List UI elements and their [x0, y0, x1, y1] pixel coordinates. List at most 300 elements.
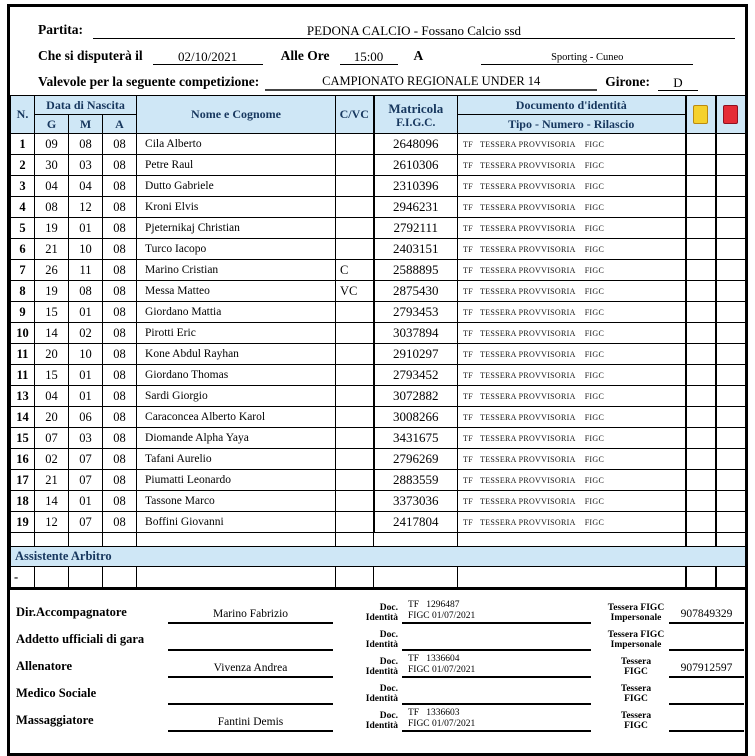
dob-day: 15 [35, 302, 69, 323]
dob-day: 21 [35, 239, 69, 260]
player-number: 11 [11, 365, 35, 386]
tessera-figc-label: Tessera FIGC Impersonale [607, 630, 665, 650]
player-number: 16 [11, 449, 35, 470]
player-number: 5 [11, 218, 35, 239]
yellow-card-cell [686, 281, 716, 302]
col-header-matricola: Matricola F.I.G.C. [374, 96, 458, 134]
dob-month: 12 [69, 197, 103, 218]
players-tbody [11, 134, 746, 533]
doc-identita-label: Doc. Identità [365, 657, 398, 677]
dob-month: 02 [69, 323, 103, 344]
dob-month: 01 [69, 218, 103, 239]
dob-month: 07 [69, 512, 103, 533]
player-name: Dutto Gabriele [137, 176, 336, 197]
doc-identita-line1 [408, 681, 591, 692]
player-name: Petre Raul [137, 155, 336, 176]
venue-value: Sporting - Cuneo [481, 51, 693, 65]
player-name: Giordano Thomas [137, 365, 336, 386]
dob-day: 26 [35, 260, 69, 281]
official-name-field: Marino Fabrizio [168, 607, 333, 624]
documento-value [458, 449, 686, 470]
dob-month: 08 [69, 281, 103, 302]
player-name: Caraconcea Alberto Karol [137, 407, 336, 428]
table-row [11, 323, 746, 344]
dob-year: 08 [103, 512, 137, 533]
yellow-card-icon [693, 105, 708, 124]
dob-month: 03 [69, 428, 103, 449]
assistente-arbitro-label: Assistente Arbitro [11, 547, 746, 567]
documento-tipo: TF [463, 328, 473, 338]
doc-identita-line2: FIGC 01/07/2021 [408, 665, 476, 675]
matricola-value: 2792111 [374, 218, 458, 239]
competition-value: CAMPIONATO REGIONALE UNDER 14 [265, 74, 597, 91]
documento-rilascio: FIGC [584, 391, 605, 401]
col-header-cvc: C/VC [336, 96, 374, 134]
red-card-cell [716, 155, 746, 176]
player-name: Sardi Giorgio [137, 386, 336, 407]
documento-numero: TESSERA PROVVISORIA [479, 265, 576, 275]
empty-row [11, 533, 746, 547]
official-row [16, 598, 745, 624]
table-row [11, 155, 746, 176]
captain-flag [336, 491, 374, 512]
documento-value [458, 323, 686, 344]
dob-year: 08 [103, 491, 137, 512]
captain-flag [336, 386, 374, 407]
match-header [10, 7, 745, 95]
dob-month: 11 [69, 260, 103, 281]
assistente-band-row [11, 547, 746, 567]
red-card-cell [716, 407, 746, 428]
documento-numero: TESSERA PROVVISORIA [479, 496, 576, 506]
table-row [11, 302, 746, 323]
yellow-card-cell [686, 323, 716, 344]
player-number: 6 [11, 239, 35, 260]
tessera-figc-field [669, 635, 744, 651]
doc-identita-line2 [408, 692, 591, 703]
documento-rilascio: FIGC [584, 160, 605, 170]
captain-flag [336, 134, 374, 155]
doc-identita-field [402, 627, 591, 651]
doc-identita-label: Doc. Identità [365, 711, 398, 731]
red-card-cell [716, 218, 746, 239]
player-number: 7 [11, 260, 35, 281]
table-row [11, 176, 746, 197]
documento-numero: TESSERA PROVVISORIA [479, 244, 576, 254]
table-row [11, 344, 746, 365]
red-card-cell [716, 323, 746, 344]
player-number: 10 [11, 323, 35, 344]
official-role-label: Medico Sociale [16, 686, 97, 700]
yellow-card-cell [686, 470, 716, 491]
documento-tipo: TF [463, 244, 473, 254]
documento-value [458, 344, 686, 365]
dob-month: 10 [69, 239, 103, 260]
tessera-figc-label: Tessera FIGC [620, 711, 652, 731]
captain-flag [336, 344, 374, 365]
matricola-value: 2417804 [374, 512, 458, 533]
official-role-label: Addetto ufficiali di gara [16, 632, 145, 646]
documento-value [458, 512, 686, 533]
tessera-figc-field: 907849329 [669, 608, 744, 624]
yellow-card-cell [686, 407, 716, 428]
player-number: 18 [11, 491, 35, 512]
yellow-card-cell [686, 239, 716, 260]
red-card-cell [716, 491, 746, 512]
competition-label: Valevole per la seguente competizione: [38, 74, 260, 89]
documento-rilascio: FIGC [584, 265, 605, 275]
documento-rilascio: FIGC [584, 475, 605, 485]
date-value: 02/10/2021 [153, 49, 263, 65]
red-card-cell [716, 302, 746, 323]
dob-year: 08 [103, 428, 137, 449]
documento-rilascio: FIGC [584, 328, 605, 338]
dob-year: 08 [103, 470, 137, 491]
matricola-value: 2883559 [374, 470, 458, 491]
documento-tipo: TF [463, 139, 473, 149]
official-role-label: Dir.Accompagnatore [16, 605, 127, 619]
captain-flag [336, 365, 374, 386]
captain-flag [336, 218, 374, 239]
documento-numero: TESSERA PROVVISORIA [479, 433, 576, 443]
table-header [11, 96, 746, 134]
player-name: Tafani Aurelio [137, 449, 336, 470]
yellow-card-cell [686, 218, 716, 239]
dob-month: 10 [69, 344, 103, 365]
dob-day: 19 [35, 281, 69, 302]
official-role-label: Allenatore [16, 659, 73, 673]
player-name: Diomande Alpha Yaya [137, 428, 336, 449]
dob-day: 04 [35, 386, 69, 407]
documento-numero: TESSERA PROVVISORIA [479, 328, 576, 338]
player-name: Marino Cristian [137, 260, 336, 281]
doc-identita-line1: TF 1336604 [408, 654, 460, 664]
documento-rilascio: FIGC [584, 454, 605, 464]
time-value: 15:00 [340, 49, 398, 65]
captain-flag [336, 512, 374, 533]
matricola-value: 2796269 [374, 449, 458, 470]
red-card-cell [716, 197, 746, 218]
player-number: 14 [11, 407, 35, 428]
matricola-value: 2910297 [374, 344, 458, 365]
matricola-value: 2875430 [374, 281, 458, 302]
documento-rilascio: FIGC [584, 244, 605, 254]
player-number: 3 [11, 176, 35, 197]
player-name: Giordano Mattia [137, 302, 336, 323]
yellow-card-cell [686, 365, 716, 386]
documento-value [458, 302, 686, 323]
documento-value [458, 134, 686, 155]
matricola-value: 2403151 [374, 239, 458, 260]
dob-year: 08 [103, 197, 137, 218]
documento-rilascio: FIGC [584, 433, 605, 443]
col-header-documento-sub: Tipo - Numero - Rilascio [458, 115, 686, 134]
documento-value [458, 470, 686, 491]
dob-day: 30 [35, 155, 69, 176]
yellow-card-cell [686, 344, 716, 365]
documento-tipo: TF [463, 391, 473, 401]
dob-month: 06 [69, 407, 103, 428]
documento-numero: TESSERA PROVVISORIA [479, 349, 576, 359]
col-header-g: G [35, 115, 69, 134]
girone-value: D [658, 75, 698, 91]
documento-numero: TESSERA PROVVISORIA [479, 307, 576, 317]
red-card-cell [716, 260, 746, 281]
table-row [11, 449, 746, 470]
captain-flag [336, 470, 374, 491]
table-row [11, 239, 746, 260]
documento-rilascio: FIGC [584, 139, 605, 149]
yellow-card-cell [686, 386, 716, 407]
documento-numero: TESSERA PROVVISORIA [479, 202, 576, 212]
documento-numero: TESSERA PROVVISORIA [479, 412, 576, 422]
documento-tipo: TF [463, 370, 473, 380]
yellow-card-cell [686, 155, 716, 176]
documento-tipo: TF [463, 181, 473, 191]
date-label: Che si disputerà il [38, 48, 143, 63]
documento-tipo: TF [463, 454, 473, 464]
red-card-cell [716, 449, 746, 470]
documento-tipo: TF [463, 412, 473, 422]
dob-day: 07 [35, 428, 69, 449]
dob-day: 02 [35, 449, 69, 470]
documento-numero: TESSERA PROVVISORIA [479, 370, 576, 380]
documento-numero: TESSERA PROVVISORIA [479, 181, 576, 191]
captain-flag [336, 239, 374, 260]
documento-rilascio: FIGC [584, 412, 605, 422]
matricola-value: 3008266 [374, 407, 458, 428]
matricola-value: 2648096 [374, 134, 458, 155]
doc-identita-field [402, 600, 591, 624]
documento-rilascio: FIGC [584, 496, 605, 506]
documento-tipo: TF [463, 223, 473, 233]
documento-value [458, 491, 686, 512]
player-name: Messa Matteo [137, 281, 336, 302]
documento-value [458, 218, 686, 239]
table-row [11, 134, 746, 155]
dob-year: 08 [103, 155, 137, 176]
tessera-figc-field: 907912597 [669, 662, 744, 678]
col-header-a: A [103, 115, 137, 134]
assistente-dash: - [11, 567, 35, 589]
tessera-figc-label: Tessera FIGC [620, 657, 652, 677]
table-row [11, 428, 746, 449]
dob-month: 01 [69, 386, 103, 407]
table-row [11, 260, 746, 281]
matricola-value: 2793452 [374, 365, 458, 386]
tessera-figc-field [669, 716, 744, 732]
dob-year: 08 [103, 323, 137, 344]
captain-flag [336, 302, 374, 323]
yellow-card-column [686, 96, 716, 134]
captain-flag [336, 155, 374, 176]
table-row [11, 407, 746, 428]
player-name: Kone Abdul Rayhan [137, 344, 336, 365]
dob-day: 14 [35, 323, 69, 344]
dob-day: 21 [35, 470, 69, 491]
documento-value [458, 176, 686, 197]
time-label: Alle Ore [280, 48, 330, 63]
dob-month: 01 [69, 365, 103, 386]
player-name: Pjeternikaj Christian [137, 218, 336, 239]
player-number: 15 [11, 428, 35, 449]
table-row [11, 386, 746, 407]
documento-tipo: TF [463, 202, 473, 212]
player-number: 2 [11, 155, 35, 176]
player-name: Turco Iacopo [137, 239, 336, 260]
doc-identita-field [402, 708, 591, 732]
player-name: Piumatti Leonardo [137, 470, 336, 491]
player-name: Pirotti Eric [137, 323, 336, 344]
captain-flag [336, 449, 374, 470]
table-row [11, 512, 746, 533]
red-card-cell [716, 239, 746, 260]
partita-value: PEDONA CALCIO - Fossano Calcio ssd [93, 23, 735, 39]
dob-day: 09 [35, 134, 69, 155]
documento-tipo: TF [463, 265, 473, 275]
dob-year: 08 [103, 449, 137, 470]
player-number: 11 [11, 344, 35, 365]
documento-tipo: TF [463, 286, 473, 296]
player-number: 8 [11, 281, 35, 302]
documento-rilascio: FIGC [584, 349, 605, 359]
documento-value [458, 155, 686, 176]
girone-label: Girone: [605, 74, 650, 89]
at-label: A [413, 48, 424, 63]
players-table [10, 95, 746, 590]
dob-month: 07 [69, 449, 103, 470]
dob-month: 07 [69, 470, 103, 491]
dob-year: 08 [103, 218, 137, 239]
matricola-value: 2946231 [374, 197, 458, 218]
yellow-card-cell [686, 449, 716, 470]
documento-tipo: TF [463, 307, 473, 317]
red-card-cell [716, 176, 746, 197]
dob-month: 01 [69, 491, 103, 512]
doc-identita-label: Doc. Identità [365, 630, 398, 650]
red-card-cell [716, 512, 746, 533]
matricola-value: 3072882 [374, 386, 458, 407]
player-name: Kroni Elvis [137, 197, 336, 218]
documento-rilascio: FIGC [584, 307, 605, 317]
player-name: Cila Alberto [137, 134, 336, 155]
documento-numero: TESSERA PROVVISORIA [479, 160, 576, 170]
table-row [11, 470, 746, 491]
doc-identita-label: Doc. Identità [365, 684, 398, 704]
official-name-field [168, 688, 333, 705]
official-row [16, 679, 745, 705]
table-row [11, 281, 746, 302]
matricola-value: 2588895 [374, 260, 458, 281]
dob-month: 01 [69, 302, 103, 323]
documento-value [458, 197, 686, 218]
red-card-cell [716, 134, 746, 155]
match-roster-document [7, 4, 748, 756]
dob-day: 15 [35, 365, 69, 386]
official-row [16, 652, 745, 678]
doc-identita-line1: TF 1336603 [408, 708, 460, 718]
dob-year: 08 [103, 281, 137, 302]
official-row [16, 625, 745, 651]
documento-numero: TESSERA PROVVISORIA [479, 391, 576, 401]
dob-year: 08 [103, 239, 137, 260]
dob-year: 08 [103, 260, 137, 281]
dob-day: 20 [35, 407, 69, 428]
dob-day: 20 [35, 344, 69, 365]
red-card-cell [716, 428, 746, 449]
dob-day: 14 [35, 491, 69, 512]
yellow-card-cell [686, 302, 716, 323]
red-card-cell [716, 365, 746, 386]
doc-identita-line2 [408, 638, 591, 649]
competition-line [38, 65, 735, 91]
documento-rilascio: FIGC [584, 223, 605, 233]
dob-year: 08 [103, 407, 137, 428]
captain-flag [336, 428, 374, 449]
dob-year: 08 [103, 302, 137, 323]
captain-flag: VC [336, 281, 374, 302]
red-card-cell [716, 386, 746, 407]
red-card-column [716, 96, 746, 134]
dob-year: 08 [103, 386, 137, 407]
col-header-documento: Documento d'identità [458, 96, 686, 115]
documento-numero: TESSERA PROVVISORIA [479, 475, 576, 485]
dob-year: 08 [103, 134, 137, 155]
table-row [11, 365, 746, 386]
captain-flag [336, 176, 374, 197]
yellow-card-cell [686, 176, 716, 197]
dob-day: 04 [35, 176, 69, 197]
documento-rilascio: FIGC [584, 370, 605, 380]
captain-flag [336, 323, 374, 344]
doc-identita-line1: TF 1296487 [408, 600, 460, 610]
col-header-m: M [69, 115, 103, 134]
official-role-label: Massaggiatore [16, 713, 94, 727]
dob-year: 08 [103, 344, 137, 365]
player-number: 4 [11, 197, 35, 218]
yellow-card-cell [686, 491, 716, 512]
dob-month: 08 [69, 134, 103, 155]
yellow-card-cell [686, 428, 716, 449]
doc-identita-label: Doc. Identità [365, 603, 398, 623]
tessera-figc-label: Tessera FIGC [620, 684, 652, 704]
doc-identita-line1 [408, 627, 591, 638]
documento-rilascio: FIGC [584, 202, 605, 212]
dob-month: 03 [69, 155, 103, 176]
dob-month: 04 [69, 176, 103, 197]
table-row [11, 197, 746, 218]
official-name-field: Vivenza Andrea [168, 661, 333, 678]
documento-numero: TESSERA PROVVISORIA [479, 517, 576, 527]
documento-tipo: TF [463, 160, 473, 170]
red-card-cell [716, 470, 746, 491]
player-name: Boffini Giovanni [137, 512, 336, 533]
dob-year: 08 [103, 176, 137, 197]
col-header-name: Nome e Cognome [137, 96, 336, 134]
red-card-cell [716, 344, 746, 365]
assistente-row [11, 567, 746, 589]
documento-rilascio: FIGC [584, 181, 605, 191]
col-header-n: N. [11, 96, 35, 134]
documento-value [458, 407, 686, 428]
doc-identita-field [402, 654, 591, 678]
documento-numero: TESSERA PROVVISORIA [479, 454, 576, 464]
player-number: 1 [11, 134, 35, 155]
yellow-card-cell [686, 260, 716, 281]
documento-numero: TESSERA PROVVISORIA [479, 139, 576, 149]
col-header-dob: Data di Nascita [35, 96, 137, 115]
matricola-value: 2610306 [374, 155, 458, 176]
